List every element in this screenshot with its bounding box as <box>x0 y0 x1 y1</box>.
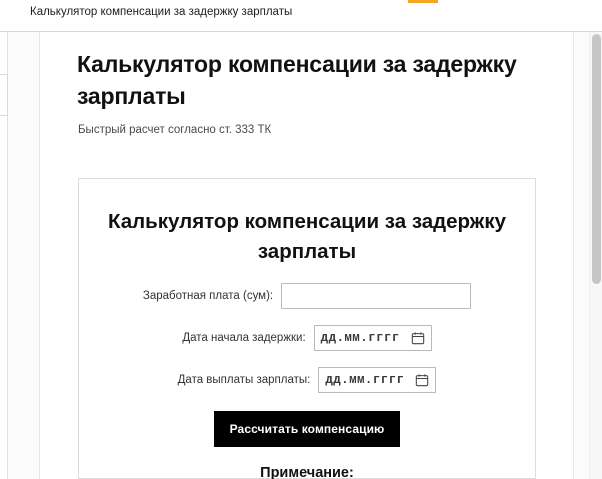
browser-tab-strip <box>0 0 602 32</box>
calculate-compensation-button[interactable]: Рассчитать компенсацию <box>214 411 401 447</box>
form-row-start-date <box>79 325 535 351</box>
form-row-salary <box>79 283 535 309</box>
calculator-title: Калькулятор компенсации за задержку зарплаты <box>108 210 506 263</box>
content-sheet <box>39 32 574 479</box>
start-date-input[interactable] <box>314 325 432 351</box>
vertical-scrollbar[interactable] <box>589 32 602 479</box>
note-heading: Примечание: <box>260 465 354 479</box>
scrollbar-thumb[interactable] <box>592 34 601 284</box>
form-row-payout-date <box>79 367 535 393</box>
payout-date-value: дд.мм.гггг <box>325 373 405 387</box>
payout-date-input[interactable] <box>318 367 436 393</box>
calendar-icon[interactable] <box>415 373 429 387</box>
payout-date-field-label: Дата выплаты зарплаты: <box>177 374 311 386</box>
page-canvas <box>8 32 602 479</box>
page-title: Калькулятор компенсации за задержку зарплаты <box>77 51 517 109</box>
tab-accent-indicator <box>408 0 438 3</box>
start-date-field-label: Дата начала задержки: <box>182 332 306 344</box>
browser-tab-title[interactable]: Калькулятор компенсации за задержку зарплаты <box>30 6 293 18</box>
salary-input[interactable] <box>281 283 471 309</box>
submit-row <box>79 411 535 447</box>
left-panel-edge-block <box>0 74 8 116</box>
start-date-value: дд.мм.гггг <box>320 331 400 345</box>
salary-field-label: Заработная плата (сум): <box>142 290 274 302</box>
calculator-card <box>78 178 536 479</box>
left-panel-edge <box>0 32 8 479</box>
calendar-icon[interactable] <box>411 331 425 345</box>
page-subtitle: Быстрый расчет согласно ст. 333 ТК <box>78 124 272 136</box>
